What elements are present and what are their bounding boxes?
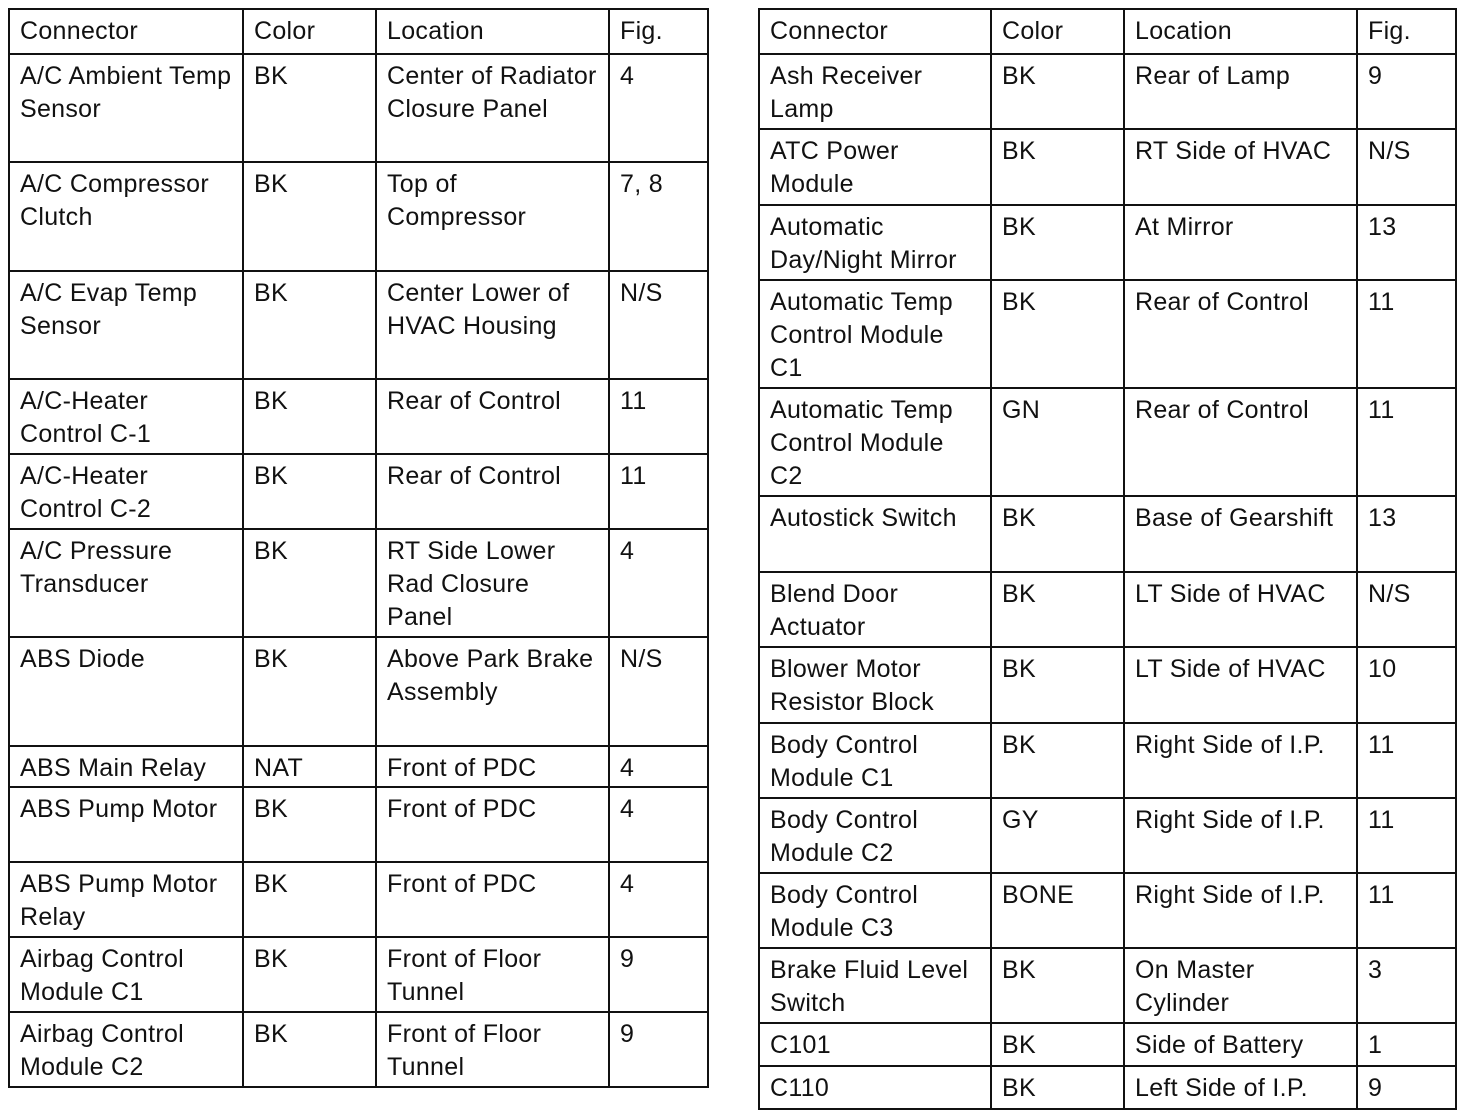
cell-fig: 9 (1357, 1066, 1456, 1109)
cell-fig: N/S (1357, 572, 1456, 647)
cell-fig: 1 (1357, 1023, 1456, 1066)
cell-color: BK (243, 271, 376, 379)
cell-connector: Autostick Switch (759, 496, 991, 572)
cell-location: Front of Floor Tunnel (376, 937, 609, 1012)
cell-location: At Mirror (1124, 205, 1357, 280)
cell-location: Left Side of I.P. (1124, 1066, 1357, 1109)
table-row (9, 529, 708, 637)
table-row (9, 54, 708, 162)
header-connector: Connector (759, 9, 991, 54)
table-row (9, 862, 708, 937)
cell-location: Center of Radiator Closure Panel (376, 54, 609, 162)
table-row (759, 129, 1456, 205)
cell-fig: N/S (609, 637, 708, 746)
cell-fig: 4 (609, 787, 708, 862)
table-row (759, 1023, 1456, 1066)
cell-color: BK (243, 787, 376, 862)
cell-location: LT Side of HVAC (1124, 572, 1357, 647)
cell-color: BK (991, 280, 1124, 388)
cell-connector: A/C-Heater Control C-2 (9, 454, 243, 529)
cell-location: RT Side of HVAC (1124, 129, 1357, 205)
cell-connector: A/C Ambient Temp Sensor (9, 54, 243, 162)
cell-color: BK (243, 1012, 376, 1087)
cell-location: Right Side of I.P. (1124, 723, 1357, 798)
cell-fig: 4 (609, 862, 708, 937)
cell-connector: A/C-Heater Control C-1 (9, 379, 243, 454)
table-row (9, 937, 708, 1012)
table-row (759, 572, 1456, 647)
cell-color: BK (243, 162, 376, 271)
cell-connector: A/C Evap Temp Sensor (9, 271, 243, 379)
cell-connector: Brake Fluid Level Switch (759, 948, 991, 1023)
table-row (759, 948, 1456, 1023)
cell-fig: 4 (609, 746, 708, 787)
cell-connector: Blend Door Actuator (759, 572, 991, 647)
cell-color: BK (991, 723, 1124, 798)
cell-fig: 11 (1357, 723, 1456, 798)
table-row (9, 637, 708, 746)
cell-fig: 11 (1357, 280, 1456, 388)
table-row (759, 54, 1456, 129)
header-location: Location (1124, 9, 1357, 54)
cell-fig: N/S (609, 271, 708, 379)
cell-fig: 4 (609, 54, 708, 162)
cell-connector: Automatic Temp Control Module C1 (759, 280, 991, 388)
cell-color: BK (991, 572, 1124, 647)
table-row (759, 873, 1456, 948)
cell-location: Right Side of I.P. (1124, 873, 1357, 948)
table-row (759, 1066, 1456, 1109)
cell-location: Rear of Control (376, 379, 609, 454)
header-row (759, 9, 1456, 54)
cell-connector: ABS Pump Motor (9, 787, 243, 862)
cell-fig: 9 (609, 937, 708, 1012)
cell-location: LT Side of HVAC (1124, 647, 1357, 723)
table-row (9, 746, 708, 787)
header-color: Color (243, 9, 376, 54)
cell-connector: C110 (759, 1066, 991, 1109)
table-row (759, 388, 1456, 496)
cell-color: BK (991, 948, 1124, 1023)
table-row (759, 647, 1456, 723)
cell-color: BK (991, 129, 1124, 205)
cell-connector: ATC Power Module (759, 129, 991, 205)
cell-connector: C101 (759, 1023, 991, 1066)
cell-connector: Ash Receiver Lamp (759, 54, 991, 129)
cell-connector: A/C Compressor Clutch (9, 162, 243, 271)
cell-color: BONE (991, 873, 1124, 948)
table-row (9, 162, 708, 271)
connector-table-left (8, 8, 709, 1088)
cell-location: Side of Battery (1124, 1023, 1357, 1066)
cell-color: BK (991, 1066, 1124, 1109)
cell-location: Above Park Brake Assembly (376, 637, 609, 746)
cell-location: Center Lower of HVAC Housing (376, 271, 609, 379)
cell-connector: Automatic Day/Night Mirror (759, 205, 991, 280)
cell-fig: 11 (1357, 873, 1456, 948)
cell-connector: Automatic Temp Control Module C2 (759, 388, 991, 496)
cell-connector: ABS Main Relay (9, 746, 243, 787)
table-row (759, 280, 1456, 388)
table-row (9, 271, 708, 379)
header-fig: Fig. (1357, 9, 1456, 54)
table-row (759, 798, 1456, 873)
cell-fig: N/S (1357, 129, 1456, 205)
cell-color: GN (991, 388, 1124, 496)
cell-fig: 11 (1357, 798, 1456, 873)
cell-fig: 4 (609, 529, 708, 637)
cell-color: BK (243, 54, 376, 162)
cell-location: RT Side Lower Rad Closure Panel (376, 529, 609, 637)
cell-location: Right Side of I.P. (1124, 798, 1357, 873)
cell-location: Rear of Control (1124, 280, 1357, 388)
header-fig: Fig. (609, 9, 708, 54)
table-row (9, 1012, 708, 1087)
cell-location: Front of PDC (376, 746, 609, 787)
cell-fig: 9 (1357, 54, 1456, 129)
table-row (759, 723, 1456, 798)
connector-table-right (758, 8, 1457, 1110)
cell-location: On Master Cylinder (1124, 948, 1357, 1023)
cell-color: BK (991, 1023, 1124, 1066)
cell-color: NAT (243, 746, 376, 787)
cell-fig: 13 (1357, 496, 1456, 572)
header-connector: Connector (9, 9, 243, 54)
cell-connector: ABS Diode (9, 637, 243, 746)
cell-color: BK (243, 529, 376, 637)
table-row (759, 205, 1456, 280)
cell-color: BK (991, 205, 1124, 280)
cell-color: BK (243, 379, 376, 454)
cell-location: Front of PDC (376, 862, 609, 937)
cell-connector: A/C Pressure Transducer (9, 529, 243, 637)
cell-fig: 11 (609, 379, 708, 454)
cell-connector: Body Control Module C2 (759, 798, 991, 873)
table-row (9, 787, 708, 862)
header-location: Location (376, 9, 609, 54)
table-row (9, 379, 708, 454)
cell-fig: 7, 8 (609, 162, 708, 271)
cell-location: Rear of Control (376, 454, 609, 529)
cell-color: BK (991, 54, 1124, 129)
cell-color: BK (243, 454, 376, 529)
cell-color: BK (991, 647, 1124, 723)
cell-connector: Body Control Module C1 (759, 723, 991, 798)
cell-fig: 9 (609, 1012, 708, 1087)
cell-color: BK (243, 937, 376, 1012)
cell-location: Rear of Lamp (1124, 54, 1357, 129)
cell-connector: Airbag Control Module C2 (9, 1012, 243, 1087)
cell-location: Front of Floor Tunnel (376, 1012, 609, 1087)
cell-connector: Airbag Control Module C1 (9, 937, 243, 1012)
cell-location: Top of Compressor (376, 162, 609, 271)
cell-fig: 3 (1357, 948, 1456, 1023)
table-row (9, 454, 708, 529)
cell-location: Rear of Control (1124, 388, 1357, 496)
cell-color: BK (243, 637, 376, 746)
cell-fig: 13 (1357, 205, 1456, 280)
cell-location: Base of Gearshift (1124, 496, 1357, 572)
cell-color: GY (991, 798, 1124, 873)
cell-color: BK (991, 496, 1124, 572)
table-row (759, 496, 1456, 572)
cell-fig: 10 (1357, 647, 1456, 723)
cell-color: BK (243, 862, 376, 937)
header-row (9, 9, 708, 54)
cell-fig: 11 (1357, 388, 1456, 496)
cell-location: Front of PDC (376, 787, 609, 862)
cell-connector: Blower Motor Resistor Block (759, 647, 991, 723)
header-color: Color (991, 9, 1124, 54)
cell-connector: Body Control Module C3 (759, 873, 991, 948)
cell-fig: 11 (609, 454, 708, 529)
cell-connector: ABS Pump Motor Relay (9, 862, 243, 937)
